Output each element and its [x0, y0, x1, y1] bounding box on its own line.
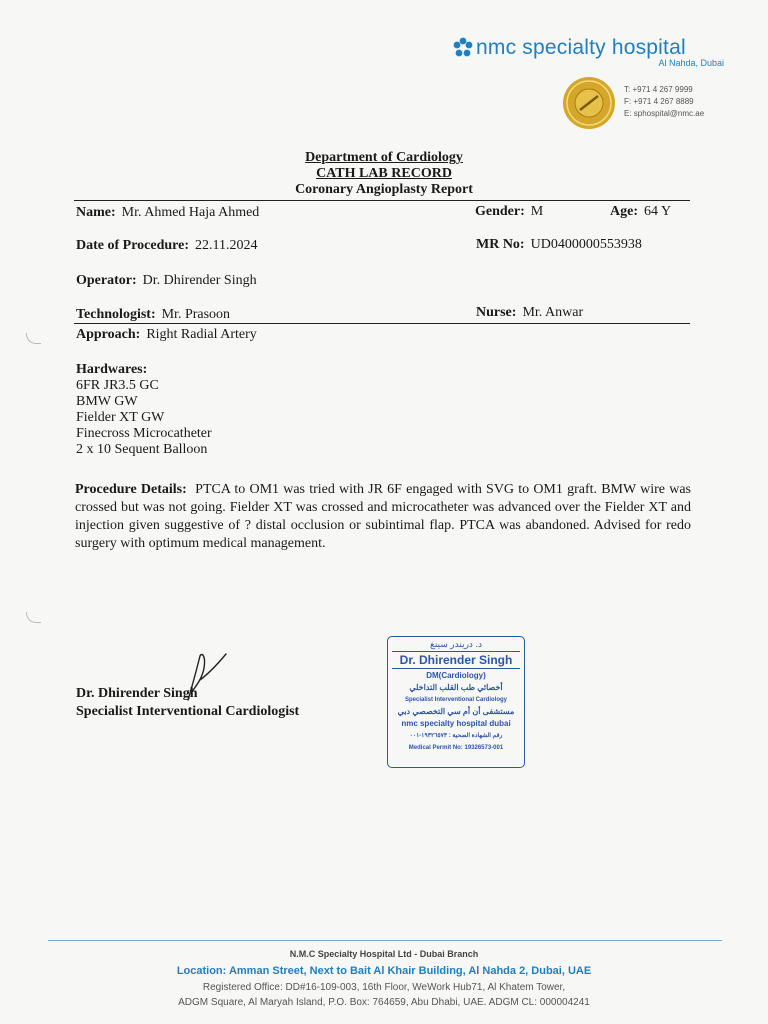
hardware-item: Finecross Microcatheter: [76, 426, 212, 441]
age-value: 64 Y: [644, 204, 672, 219]
procedure-details-text: PTCA to OM1 was tried with JR 6F engaged with SVG to OM1 graft. BMW wire was crossed but was not going. Fielder XT was crossed and microcatheter was advanced over the Fielder XT and injection given suggestive of ? distal occlusion or subintimal flap. PTCA was abandoned. Advised for redo surgery with optimum medical management.: [75, 482, 691, 551]
age-label: Age:: [610, 204, 638, 219]
stamp-arabic-name: د. دريندر سينغ: [430, 639, 482, 649]
footer-registered-line: Registered Office: DD#16-109-003, 16th Floor, WeWork Hub71, Al Khatem Tower,: [202, 982, 566, 993]
footer-divider: [48, 940, 722, 941]
accreditation-seal-icon: [562, 76, 616, 130]
hardware-item: 2 x 10 Sequent Balloon: [76, 442, 208, 457]
mr-number-value: UD0400000553938: [530, 237, 642, 252]
technologist-value: Mr. Prasoon: [161, 307, 231, 322]
contact-info: [624, 84, 704, 120]
operator-value: Dr. Dhirender Singh: [142, 273, 257, 288]
approach-field: [76, 327, 257, 343]
age-field: [610, 204, 671, 220]
footer-registered-office: [0, 980, 768, 1010]
fields-divider: [74, 323, 690, 324]
hospital-logo: [452, 36, 686, 60]
footer-registered-line: ADGM Square, Al Maryah Island, P.O. Box: 764659, Abu Dhabi, UAE. ADGM CL: 000004241: [178, 997, 590, 1008]
hardware-item: 6FR JR3.5 GC: [76, 378, 159, 393]
procedure-details-label: Procedure Details:: [75, 482, 187, 497]
gender-field: [475, 204, 543, 220]
procedure-date-label: Date of Procedure:: [76, 238, 189, 253]
scan-mark: [26, 333, 41, 344]
patient-name-field: [76, 205, 259, 221]
hardwares-section: [76, 362, 212, 458]
signature-block: [76, 685, 299, 721]
hardware-item: Fielder XT GW: [76, 410, 165, 425]
nurse-value: Mr. Anwar: [522, 305, 584, 320]
approach-value: Right Radial Artery: [146, 327, 257, 342]
department-title: Department of Cardiology: [305, 150, 463, 165]
stamp-arabic-permit: رقم الشهادة الصحية : ١٩٣٢٦٥٧٣-٠٠١: [409, 733, 503, 739]
contact-email: E: sphospital@nmc.ae: [624, 109, 705, 118]
mr-number-label: MR No:: [476, 237, 525, 252]
contact-fax: F: +971 4 267 8889: [624, 97, 694, 106]
nurse-label: Nurse:: [476, 305, 517, 320]
patient-name-value: Mr. Ahmed Haja Ahmed: [121, 205, 260, 220]
hardwares-label: Hardwares:: [76, 362, 148, 377]
stamp-degree: DM(Cardiology): [426, 671, 486, 680]
hardware-item: BMW GW: [76, 394, 138, 409]
stamp-hospital: nmc specialty hospital dubai: [401, 719, 511, 728]
technologist-label: Technologist:: [76, 307, 156, 322]
stamp-permit: Medical Permit No: 19326573-001: [408, 745, 504, 751]
procedure-details: [75, 481, 691, 553]
branch-name: Al Nahda, Dubai: [658, 58, 724, 68]
footer-company: N.M.C Specialty Hospital Ltd - Dubai Branch: [289, 949, 479, 959]
stamp-arabic-hospital: مستشفى أن أم سي التخصصي دبي: [397, 707, 515, 716]
operator-field: [76, 273, 257, 289]
footer: [0, 949, 768, 1010]
scan-mark: [26, 612, 41, 623]
procedure-date-value: 22.11.2024: [195, 238, 258, 253]
signatory-title: Specialist Interventional Cardiologist: [76, 704, 300, 719]
gender-value: M: [530, 204, 544, 219]
procedure-date-field: [76, 238, 257, 254]
technologist-field: [76, 307, 230, 323]
stamp-arabic-title: أخصائي طب القلب التداخلي: [409, 683, 503, 692]
signatory-name: Dr. Dhirender Singh: [76, 686, 198, 701]
approach-label: Approach:: [76, 327, 141, 342]
record-title: CATH LAB RECORD: [316, 166, 452, 181]
header-divider: [74, 200, 690, 201]
nurse-field: [476, 305, 583, 321]
brand-name: nmc specialty hospital: [476, 36, 686, 59]
contact-phone: T: +971 4 267 9999: [624, 85, 693, 94]
footer-location: Location: Amman Street, Next to Bait Al Khair Building, Al Nahda 2, Dubai, UAE: [176, 965, 592, 977]
mr-number-field: [476, 237, 642, 253]
stamp-name: Dr. Dhirender Singh: [392, 651, 520, 669]
operator-label: Operator:: [76, 273, 137, 288]
stamp-title: Specialist Interventional Cardiology: [404, 697, 508, 703]
gender-label: Gender:: [475, 204, 525, 219]
patient-name-label: Name:: [76, 205, 116, 220]
report-title: Coronary Angioplasty Report: [295, 182, 473, 197]
report-titles: [0, 150, 768, 198]
doctor-stamp: [387, 636, 525, 768]
nmc-flower-icon: [452, 37, 474, 59]
